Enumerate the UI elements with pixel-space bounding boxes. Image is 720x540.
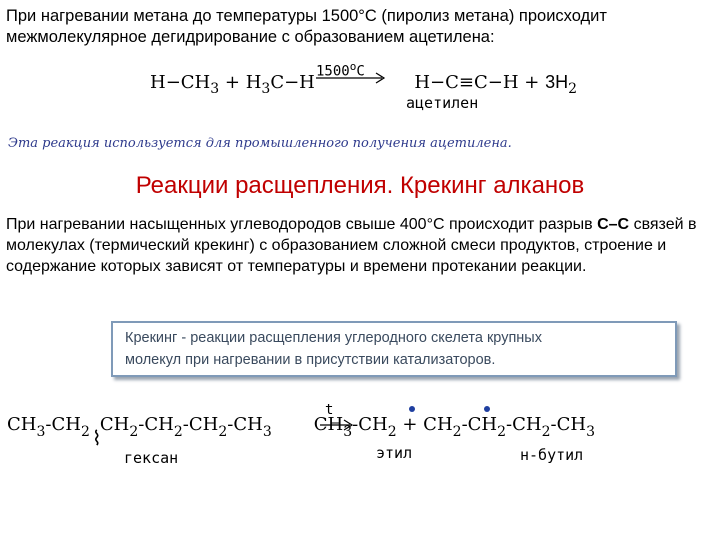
butyl-label: н-бутил xyxy=(520,446,584,464)
reaction1-arrow xyxy=(316,71,386,85)
acetylene-label: ацетилен xyxy=(406,94,479,112)
definition-line-2: молекул при нагревании в присутствии катализаторов. xyxy=(125,352,496,368)
cc-bond: С–С xyxy=(597,216,630,233)
intro-line-2: межмолекулярное дегидрирование с образованием ацетилена: xyxy=(6,28,495,46)
reaction1-equation: $H-CH_3 + H_3C-H$ $H-C\equiv C-H + 3H_2$ xyxy=(150,72,578,97)
intro-line-1: При нагревании метана до температуры 1500°С (пиролиз метана) происходит xyxy=(6,7,607,25)
reaction2-arrow xyxy=(320,418,354,432)
reaction1-condition: 1500$^o$C xyxy=(316,60,365,80)
reaction2-condition: t xyxy=(325,402,334,418)
cracking-paragraph: При нагревании насыщенных углеводородов свыше 400°С происходит разрыв С–С связей в молекулах (термический крекинг) с образованием сложной смеси продуктов, строение и содержание которых зависят от температуры и времени протекании реакции. xyxy=(6,216,697,275)
reaction2-equation: $CH_3-CH_2$ ⌇ $CH_2-CH_2-CH_2-CH_3$ $CH_3-CH_2 + CH_2-CH_2-CH_2-CH_3$ xyxy=(7,414,596,450)
hexane-label: гексан xyxy=(124,449,179,467)
definition-line-1: Крекинг - реакции расщепления углеродного скелета крупных xyxy=(125,330,542,346)
definition-box xyxy=(111,321,677,377)
industrial-note: Эта реакция используется для промышленного получения ацетилена. xyxy=(8,136,512,151)
ethyl-label: этил xyxy=(376,444,413,462)
radical-dot-butyl xyxy=(484,406,490,412)
intro-paragraph xyxy=(6,6,711,48)
section-heading: Реакции расщепления. Крекинг алканов xyxy=(135,172,585,199)
radical-dot-ethyl xyxy=(409,406,415,412)
